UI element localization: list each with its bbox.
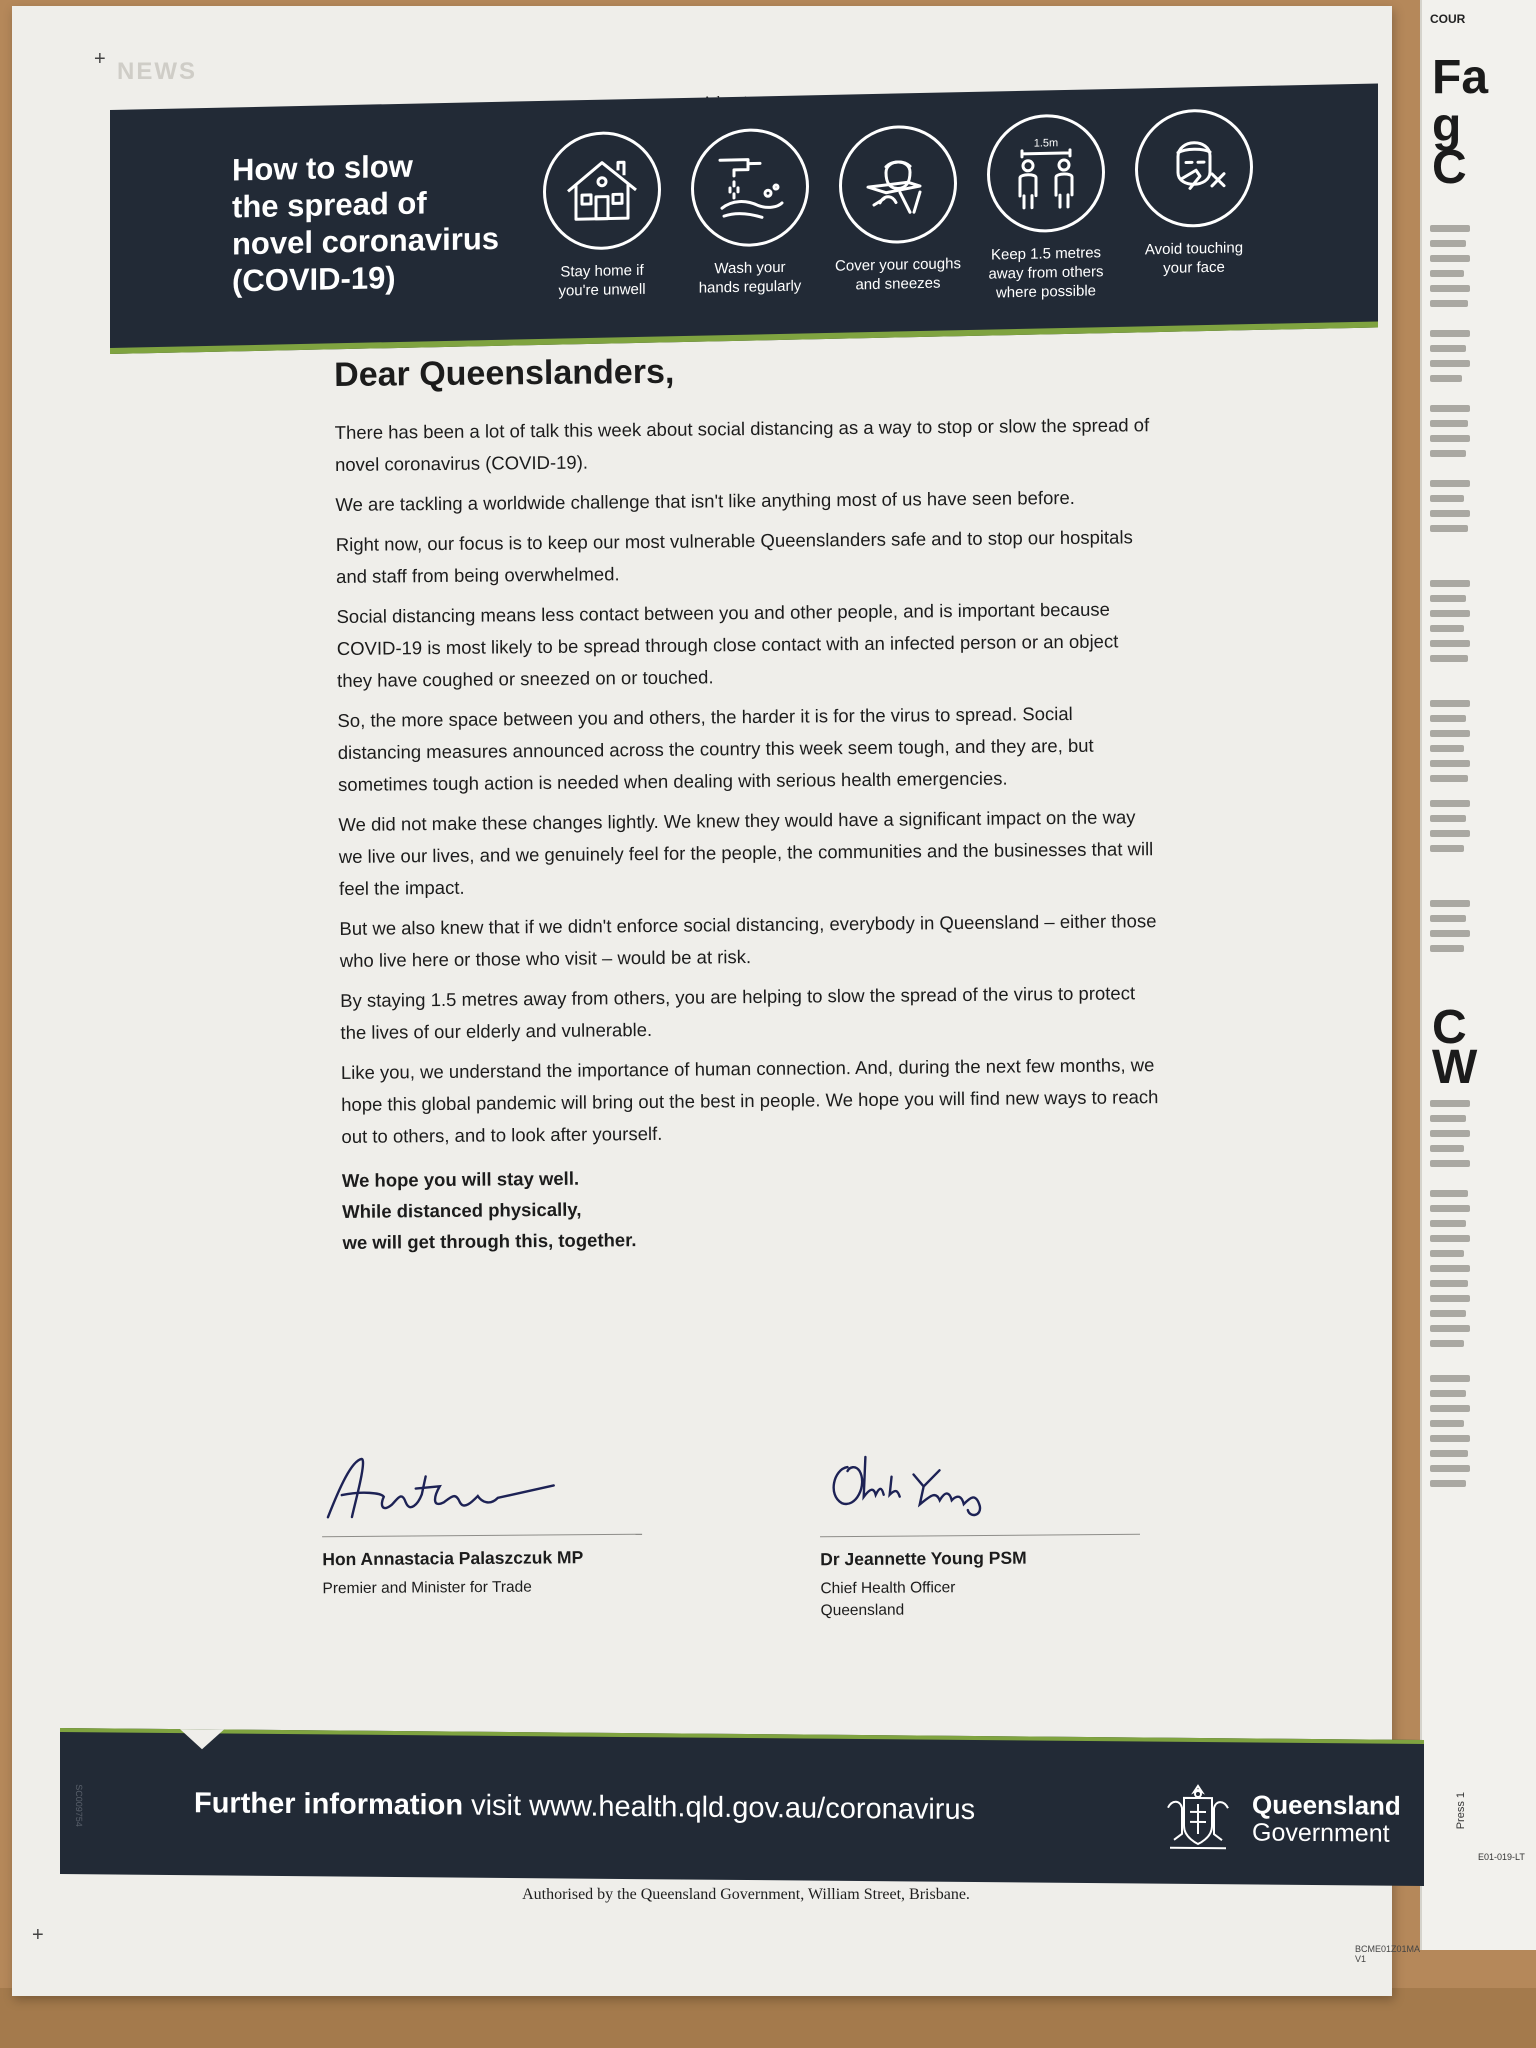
letter-paragraph: We did not make these changes lightly. We knew they would have a significant impact on the way we live our lives, and we genuinely feel for the people, the communities and the businesses that will feel the impact.	[338, 806, 1154, 899]
letter-paragraph: We are tackling a worldwide challenge that isn't like anything most of us have seen before.	[335, 486, 1075, 515]
newspaper-page	[12, 6, 1420, 1996]
handwritten-signature	[321, 1445, 562, 1525]
tip-caption	[522, 260, 682, 301]
letter-closing	[342, 1157, 1163, 1258]
closing-line: We hope you will stay well.	[341, 1167, 580, 1191]
press-marker: Press 1	[1455, 1792, 1467, 1830]
signature-rule	[820, 1534, 1140, 1538]
hand-wash-icon	[691, 127, 809, 247]
crop-mark: +	[32, 1924, 44, 1946]
signature-block-cho	[819, 1445, 1140, 1623]
distance-label: 1.5m	[1033, 137, 1059, 150]
letter-paragraph: By staying 1.5 metres away from others, you are helping to slow the spread of the virus to protect the lives of our elderly and vulnerable.	[340, 982, 1136, 1043]
signatory-name: Hon Annastacia Palaszczuk MP	[322, 1547, 584, 1570]
tip-caption-line: you're unwell	[558, 280, 646, 300]
letter-paragraph: But we also knew that if we didn't enforce social distancing, everybody in Queensland – either those who live here or those who visit – would be at risk.	[339, 910, 1157, 971]
adjacent-page-label: COUR	[1430, 12, 1466, 26]
banner-title-line: How to slow	[232, 148, 413, 188]
signatory-name: Dr Jeannette Young PSM	[820, 1547, 1027, 1570]
footer-side-code: SC009754	[74, 1784, 84, 1827]
qld-government-wordmark	[1252, 1790, 1401, 1847]
house-icon	[543, 130, 661, 250]
banner-title-line: novel coronavirus	[232, 220, 500, 262]
further-info-text	[194, 1787, 975, 1827]
tip-caption-line: Wash your	[714, 258, 786, 278]
tip-cover-coughs	[818, 124, 978, 295]
tip-caption-line: and sneezes	[855, 274, 941, 294]
signatory-role: Chief Health Officer	[820, 1579, 956, 1598]
footer-notch	[180, 1729, 224, 1749]
wordmark-line: Government	[1252, 1818, 1390, 1848]
tip-avoid-touching-face	[1114, 108, 1274, 279]
closing-line: we will get through this, together.	[342, 1229, 637, 1253]
page-code: E01-019-LT	[1478, 1852, 1525, 1862]
letter-paragraph: Social distancing means less contact between you and other people, and is important because COVID-19 is most likely to be spread through close contact with an infected person or an object they have coughed or sneezed on or touched.	[336, 598, 1119, 691]
open-letter	[334, 348, 1163, 1258]
signature-rule	[322, 1534, 642, 1538]
tip-caption-line: where possible	[995, 282, 1097, 302]
adjacent-headline-fragment: g	[1432, 99, 1462, 152]
adjacent-headline-fragment: C	[1432, 1001, 1467, 1054]
cough-cover-icon	[839, 124, 957, 244]
tip-caption-line: your face	[1163, 258, 1225, 277]
tip-stay-home	[522, 130, 682, 301]
authorisation-statement: Authorised by the Queensland Government, William Street, Brisbane.	[522, 1886, 970, 1903]
further-info-url: visit www.health.qld.gov.au/coronavirus	[471, 1789, 976, 1827]
adjacent-headline-fragment: W	[1432, 1041, 1478, 1094]
signatory-role: Premier and Minister for Trade	[322, 1578, 532, 1598]
banner-title-line: the spread of	[232, 185, 427, 225]
further-info-lead: Further information	[194, 1787, 464, 1822]
letter-paragraph: So, the more space between you and others, the harder it is for the virus to spread. Social distancing measures announced across the country this week seem tough, and they are, but sometimes tough action is needed when dealing with serious health emergencies.	[337, 702, 1094, 795]
tip-caption	[670, 257, 830, 298]
tip-caption	[966, 243, 1126, 303]
tip-caption-line: Avoid touching	[1144, 239, 1244, 259]
info-footer	[60, 1728, 1424, 1886]
crop-mark: +	[94, 48, 106, 70]
print-code: BCME01Z01MA V1	[1355, 1944, 1420, 1964]
tip-wash-hands	[670, 127, 830, 298]
letter-paragraph: There has been a lot of talk this week about social distancing as a way to stop or slow the spread of novel coronavirus (COVID-19).	[334, 414, 1150, 475]
no-face-touch-icon	[1135, 108, 1253, 228]
prevention-banner	[110, 83, 1378, 354]
tip-keep-distance	[966, 113, 1126, 303]
queensland-coat-of-arms-icon	[1156, 1778, 1240, 1859]
tip-caption-line: hands regularly	[698, 277, 802, 297]
tip-caption-line: Stay home if	[560, 261, 644, 281]
letter-paragraph: Like you, we understand the importance of human connection. And, during the next few months, we hope this global pandemic will bring out the best in people. We hope you will find new ways to reach out to others, and to look after yourself.	[340, 1054, 1159, 1147]
banner-title-line: (COVID-19)	[232, 260, 396, 299]
closing-line: While distanced physically,	[342, 1198, 582, 1222]
signatory-role: Queensland	[820, 1601, 905, 1620]
distance-icon	[987, 113, 1105, 233]
banner-title	[232, 145, 532, 299]
signature-block-premier	[321, 1445, 642, 1601]
wood-table	[0, 1988, 1536, 2048]
adjacent-headline-fragment: Fa	[1432, 51, 1489, 104]
tip-caption-line: Cover your coughs	[835, 255, 961, 275]
wordmark-line: Queensland	[1252, 1789, 1401, 1821]
tip-caption-line: Keep 1.5 metres	[990, 244, 1102, 264]
letter-greeting: Dear Queenslanders,	[334, 352, 675, 394]
tip-caption	[818, 254, 978, 295]
letter-paragraph: Right now, our focus is to keep our most vulnerable Queenslanders safe and to stop our hospitals and staff from being overwhelmed.	[335, 526, 1133, 587]
tip-caption-line: away from others	[988, 263, 1104, 283]
tip-caption	[1114, 238, 1274, 279]
handwritten-signature	[819, 1445, 1060, 1525]
bleed-through-header: NEWS	[117, 58, 197, 85]
adjacent-headline-fragment: C	[1432, 141, 1467, 194]
adjacent-page	[1420, 0, 1536, 1950]
